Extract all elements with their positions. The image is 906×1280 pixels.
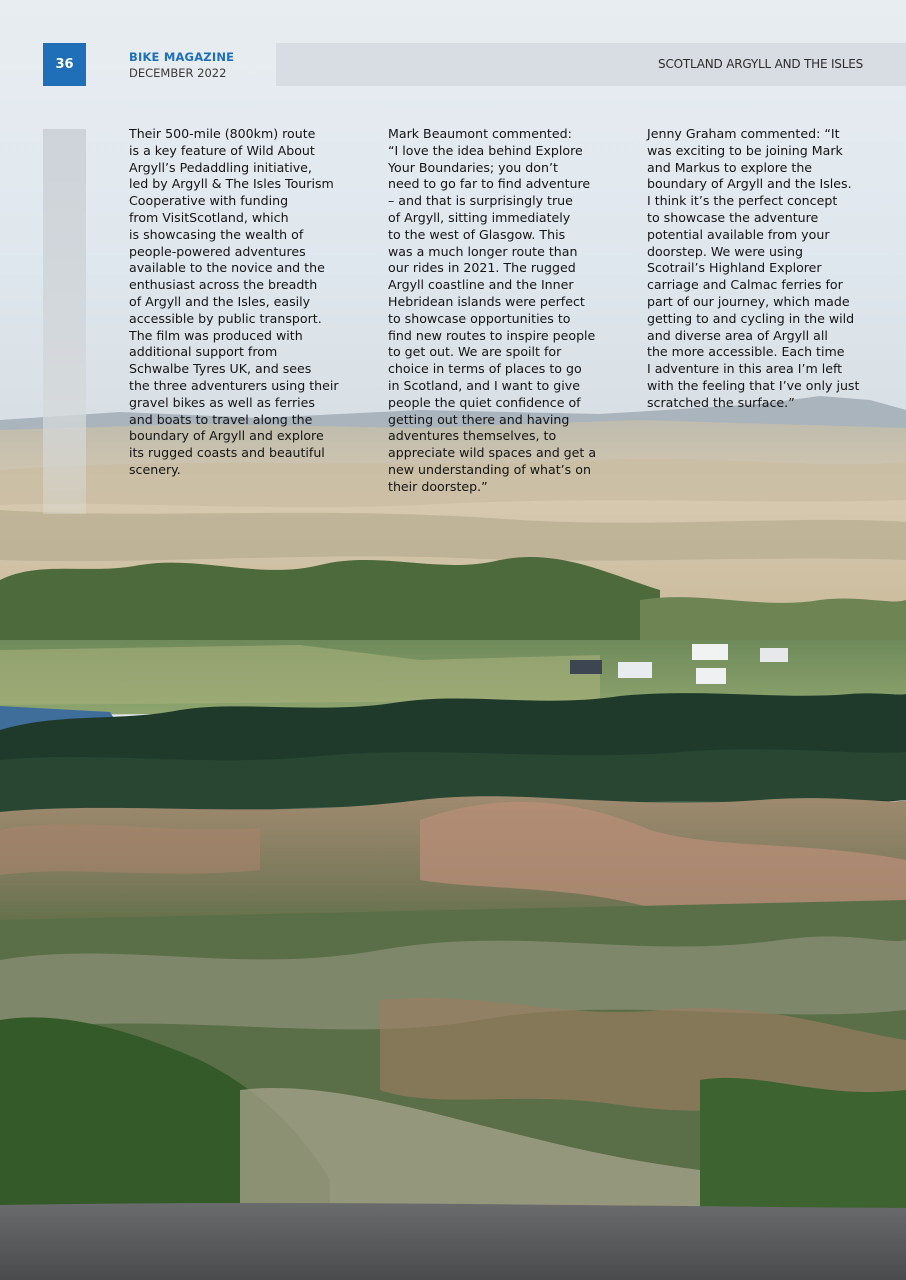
magazine-title: BIKE MAGAZINE bbox=[129, 50, 235, 64]
article-column-1: Their 500-mile (800km) route is a key feature of Wild About Argyll’s Pedaddling initiative, led by Argyll & The Isles Tourism Cooperative with funding from VisitScotland, which is showcasing the wealth of people-powered adventures available to the novice and the enthusiast across the breadth of Argyll and the Isles, easily accessible by public transport. The film was produced with additional support from Schwalbe Tyres UK, and sees the three adventurers using their gravel bikes as well as ferries and boats to travel along the boundary of Argyll and explore its rugged coasts and beautiful scenery. bbox=[129, 126, 339, 477]
issue-date: DECEMBER 2022 bbox=[129, 66, 227, 80]
magazine-masthead bbox=[129, 49, 234, 81]
page-number: 36 bbox=[43, 43, 86, 86]
article-column-3: Jenny Graham commented: “It was exciting to be joining Mark and Markus to explore the boundary of Argyll and the Isles. I think it’s the perfect concept to showcase the adventure potential available from your doorstep. We were using Scotrail’s Highland Explorer carriage and Calmac ferries for part of our journey, which made getting to and cycling in the wild and diverse area of Argyll all the more accessible. Each time I adventure in this area I’m left with the feeling that I’ve only just scratched the surface.” bbox=[647, 126, 860, 410]
decorative-side-strip bbox=[43, 129, 86, 514]
section-header-bar bbox=[276, 43, 906, 86]
article-column-2: Mark Beaumont commented: “I love the idea behind Explore Your Boundaries; you don’t need to go far to find adventure – and that is surprisingly true of Argyll, sitting immediately to the west of Glasgow. This was a much longer route than our rides in 2021. The rugged Argyll coastline and the Inner Hebridean islands were perfect to showcase opportunities to find new routes to inspire people to get out. We are spoilt for choice in terms of places to go in Scotland, and I want to give people the quiet confidence of getting out there and having adventures themselves, to appreciate wild spaces and get a new understanding of what’s on their doorstep.” bbox=[388, 126, 597, 494]
section-title: SCOTLAND ARGYLL AND THE ISLES bbox=[658, 57, 863, 71]
